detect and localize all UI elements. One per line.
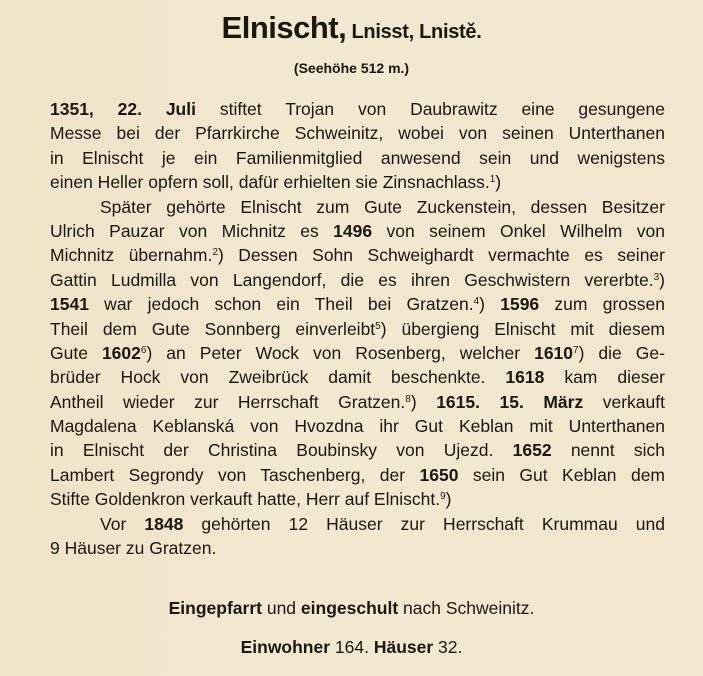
text-line: [50, 463, 665, 487]
text-run: Gattin Ludmilla von Langendorf, die es ihren Geschwistern vererbte.: [50, 269, 654, 290]
text-line: [50, 341, 665, 365]
text-run: ) an Peter Wock von Rosenberg, welcher: [146, 342, 535, 363]
text-run: stiftet Trojan von Daubrawitz eine gesungene: [195, 99, 665, 119]
bold-text: 1596: [500, 294, 540, 315]
bold-text: 1652: [512, 440, 552, 461]
paragraph: [50, 97, 665, 195]
text-line: [50, 292, 665, 316]
text-line: [50, 121, 665, 145]
text-run: ) Dessen Sohn Schweighardt vermachte es seiner: [217, 245, 665, 266]
text-run: Magdalena Keblanská von Hvozdna ihr Gut Keblan mit Unterthanen: [50, 416, 665, 437]
text-run: in Elnischt je ein Familienmitglied anwesend sein und wenigstens: [50, 147, 665, 168]
text-run: in Elnischt der Christina Boubinsky von Ujezd.: [50, 440, 513, 461]
text-run: Ulrich Pauzar von Michnitz es: [50, 220, 334, 241]
footnote-ref: 9: [440, 491, 446, 503]
text-run: kam dieser: [544, 367, 665, 388]
text-run: Vor: [100, 513, 145, 534]
footnote-ref: 3: [653, 271, 660, 283]
text-run: 32.: [433, 637, 463, 657]
text-line: [50, 97, 665, 121]
text-run: verkauft: [583, 391, 665, 412]
text-run: Michnitz übernahm.: [50, 245, 213, 266]
text-run: ): [495, 172, 502, 193]
text-run: ): [479, 294, 501, 315]
text-line: [50, 512, 665, 536]
text-run: sein Gut Keblan dem: [458, 464, 665, 485]
footnote-ref: 5: [375, 320, 381, 332]
text-run: Theil dem Gute Sonnberg einverleibt: [50, 318, 376, 339]
text-run: ): [445, 489, 452, 510]
text-run: ): [659, 269, 665, 290]
body-text: [50, 97, 665, 560]
text-run: gehörten 12 Häuser zur Herrschaft Krummau und: [183, 513, 665, 534]
place-name: Elnischt,: [221, 10, 347, 45]
text-line: [50, 219, 665, 243]
text-line: [50, 195, 665, 219]
text-run: Stifte Goldenkron verkauft hatte, Herr auf Elnischt.: [50, 489, 441, 510]
footnote-ref: 7: [573, 344, 579, 356]
text-run: einen Heller opfern soll, dafür erhielten sie Zinsnachlass.: [50, 172, 490, 193]
text-run: Später gehörte Elnischt zum Gute Zuckenstein, dessen Besitzer: [100, 196, 665, 217]
text-line: [50, 438, 665, 462]
text-line: [50, 146, 665, 170]
place-alt-names-text: Lnisst, Lnistě.: [351, 21, 482, 43]
text-run: nach Schweinitz.: [398, 598, 535, 618]
bold-text: 1848: [144, 513, 184, 534]
text-run: von seinem Onkel Wilhelm von: [372, 220, 665, 241]
footnote-ref: 8: [405, 393, 411, 405]
paragraph: [50, 195, 665, 512]
text-run: brüder Hock von Zweibrück damit beschenkte.: [50, 367, 506, 388]
text-run: ) die Ge-: [578, 342, 665, 363]
text-line: [50, 390, 665, 414]
text-run: nennt sich: [551, 440, 665, 461]
text-line: [50, 365, 665, 389]
bold-text: 1541: [50, 294, 89, 315]
footnote-ref: 1: [489, 174, 496, 186]
footnote-ref: 4: [473, 296, 480, 308]
text-line: [50, 414, 665, 438]
text-run: Antheil wieder zur Herrschaft Gratzen.: [50, 391, 406, 412]
bold-text: Eingepfarrt: [168, 598, 262, 618]
page-title: [0, 10, 703, 46]
bold-text: Häuser: [373, 637, 434, 657]
text-line: [50, 170, 665, 194]
text-run: Gute: [50, 342, 102, 363]
bold-text: 1650: [419, 464, 459, 485]
footnote-ref: 6: [140, 344, 147, 356]
text-line: [50, 536, 665, 560]
bold-text: Einwohner: [240, 637, 331, 657]
text-line: [50, 243, 665, 267]
text-line: [50, 268, 665, 292]
text-run: Lambert Segrondy von Taschenberg, der: [50, 464, 420, 485]
text-run: Messe bei der Pfarrkirche Schweinitz, wobei von seinen Unterthanen: [50, 123, 665, 144]
text-run: 164.: [330, 637, 374, 657]
bold-text: 1618: [505, 367, 545, 388]
bold-text: 1610: [534, 342, 574, 363]
bold-text: 1602: [101, 342, 141, 363]
population-line: [0, 637, 703, 658]
place-alt-names: [346, 21, 481, 43]
bold-text: eingeschult: [300, 598, 399, 618]
bold-text: 1496: [333, 220, 373, 241]
text-run: zum grossen: [539, 294, 665, 315]
text-run: war jedoch schon ein Theil bei Gratzen.: [88, 294, 474, 315]
altitude-note: (Seehöhe 512 m.): [293, 60, 410, 76]
text-line: [50, 317, 665, 341]
footnote-ref: 2: [212, 247, 218, 259]
text-line: [50, 487, 665, 511]
bold-text: 1351, 22. Juli: [50, 99, 196, 119]
bold-text: 1615. 15. März: [436, 391, 584, 412]
text-run: ) übergieng Elnischt mit diesem: [380, 318, 665, 339]
paragraph: [50, 512, 665, 561]
parish-line: [0, 598, 703, 619]
text-run: und: [261, 598, 301, 618]
text-run: 9 Häuser zu Gratzen.: [50, 538, 217, 559]
text-run: ): [410, 391, 437, 412]
